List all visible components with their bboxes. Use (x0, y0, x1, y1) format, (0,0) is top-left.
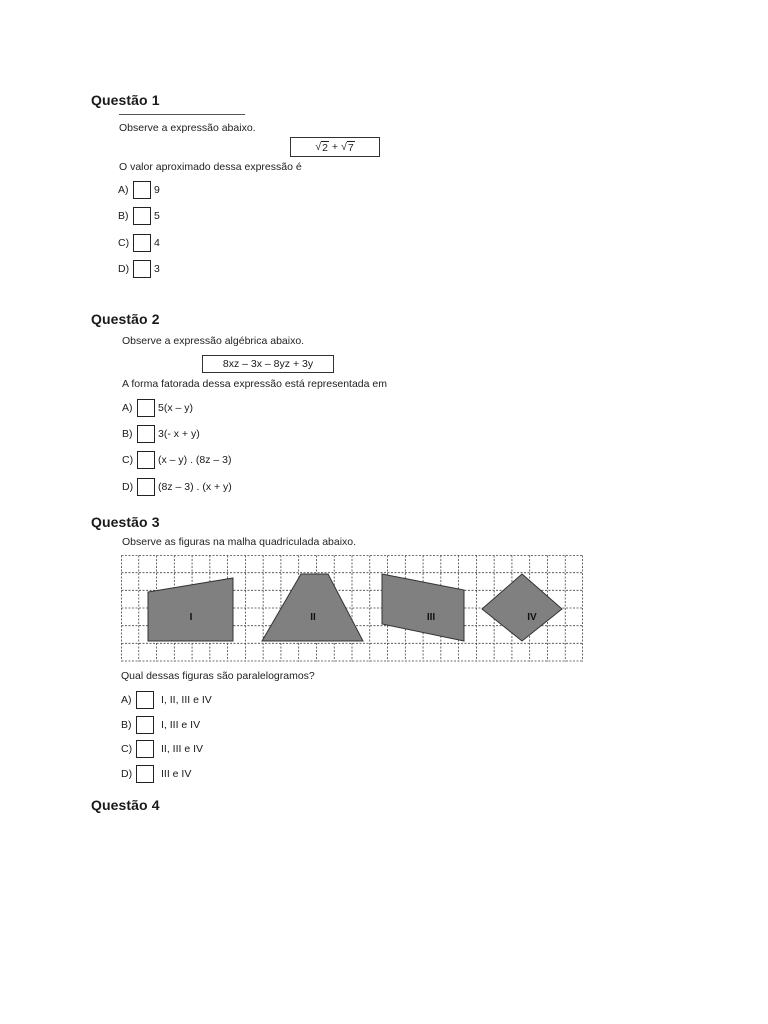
q3-option-a[interactable] (121, 690, 212, 710)
option-letter: A) (118, 184, 129, 196)
option-text: II, III e IV (161, 743, 204, 755)
q2-option-d[interactable] (122, 477, 232, 497)
q1-option-d[interactable] (118, 259, 160, 279)
answer-checkbox[interactable] (133, 234, 151, 252)
grid-figures (121, 555, 583, 662)
option-text: (x – y) . (8z – 3) (158, 454, 232, 466)
q3-option-d[interactable] (121, 764, 191, 784)
answer-checkbox[interactable] (136, 765, 154, 783)
q3-prompt: Observe as figuras na malha quadriculada abaixo. (122, 536, 357, 548)
answer-checkbox[interactable] (137, 425, 155, 443)
option-text: 4 (154, 237, 160, 249)
option-text: 3(- x + y) (158, 428, 200, 440)
q1-prompt: Observe a expressão abaixo. (119, 122, 256, 134)
q1-radicand-a: 2 (322, 141, 328, 154)
option-letter: C) (121, 743, 133, 755)
answer-checkbox[interactable] (136, 740, 154, 758)
q2-prompt: Observe a expressão algébrica abaixo. (122, 335, 305, 347)
option-letter: B) (121, 719, 132, 731)
figure-label-iii: III (426, 612, 436, 623)
figure-ii (262, 574, 363, 641)
q2-option-b[interactable] (122, 424, 200, 444)
q1-plus: + (331, 141, 339, 153)
option-letter: C) (122, 454, 134, 466)
option-text: I, II, III e IV (161, 694, 212, 706)
q3-title: Questão 3 (91, 514, 160, 530)
sqrt-symbol: √ (341, 141, 347, 153)
q2-expression-box: 8xz – 3x – 8yz + 3y (202, 355, 334, 373)
q1-option-a[interactable] (118, 180, 160, 200)
answer-checkbox[interactable] (136, 691, 154, 709)
option-letter: C) (118, 237, 130, 249)
q3-question: Qual dessas figuras são paralelogramos? (121, 670, 315, 682)
answer-checkbox[interactable] (133, 181, 151, 199)
q1-underline (119, 114, 245, 115)
sqrt-symbol: √ (315, 141, 322, 153)
q2-question: A forma fatorada dessa expressão está representada em (122, 378, 387, 390)
q1-expression-box (290, 137, 380, 157)
q1-option-b[interactable] (118, 206, 160, 226)
option-text: 9 (154, 184, 160, 196)
option-text: III e IV (161, 768, 192, 780)
q2-option-a[interactable] (122, 398, 193, 418)
answer-checkbox[interactable] (133, 207, 151, 225)
q1-title: Questão 1 (91, 92, 160, 108)
option-letter: A) (122, 402, 133, 414)
option-letter: B) (118, 210, 129, 222)
q4-title: Questão 4 (91, 797, 160, 813)
figure-label-iv: IV (527, 612, 537, 623)
option-letter: B) (122, 428, 133, 440)
option-letter: D) (122, 481, 134, 493)
q3-option-c[interactable] (121, 739, 203, 759)
figure-label-i: I (189, 612, 193, 623)
q1-radicand-b: 7 (347, 141, 354, 154)
option-text: 5(x – y) (158, 402, 194, 414)
answer-checkbox[interactable] (133, 260, 151, 278)
q2-option-c[interactable] (122, 450, 232, 470)
option-letter: D) (118, 263, 130, 275)
q2-title: Questão 2 (91, 311, 160, 327)
option-text: 3 (154, 263, 160, 275)
q3-option-b[interactable] (121, 715, 200, 735)
option-text: 5 (154, 210, 160, 222)
answer-checkbox[interactable] (137, 478, 155, 496)
option-text: I, III e IV (161, 719, 201, 731)
answer-checkbox[interactable] (137, 399, 155, 417)
figure-i (148, 578, 233, 641)
answer-checkbox[interactable] (137, 451, 155, 469)
answer-checkbox[interactable] (136, 716, 154, 734)
option-letter: D) (121, 768, 133, 780)
option-text: (8z – 3) . (x + y) (158, 481, 232, 493)
q1-question: O valor aproximado dessa expressão é (119, 161, 302, 173)
figure-label-ii: II (310, 612, 316, 623)
figure-iii (382, 574, 464, 641)
option-letter: A) (121, 694, 132, 706)
q1-option-c[interactable] (118, 233, 160, 253)
